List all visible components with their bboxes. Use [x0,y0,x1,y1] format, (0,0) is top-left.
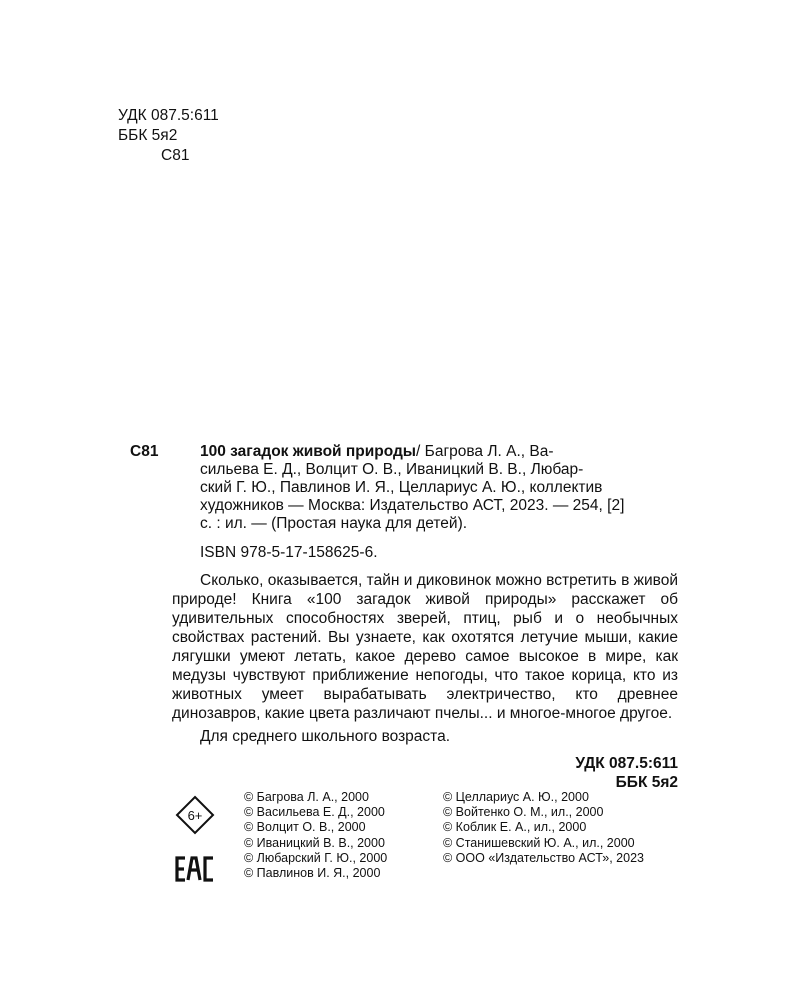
description-line-1-rest: / Багрова Л. А., Ва- [416,443,554,460]
copyright-line: © Любарский Г. Ю., 2000 [244,850,388,865]
age-rating-text: 6+ [187,808,203,823]
copyright-line: © Станишевский Ю. А., ил., 2000 [443,835,635,850]
copyright-line: © ООО «Издательство АСТ», 2023 [443,850,644,865]
marks-column [172,795,218,887]
eac-conformity-mark-icon [175,856,215,882]
footer-classification-codes [130,754,678,792]
copyright-line: © Иваницкий В. В., 2000 [244,835,385,850]
book-title: 100 загадок живой природы [200,443,417,460]
isbn: ISBN 978-5-17-158625-6. [200,544,378,561]
header-classification-codes [118,106,219,166]
audience-note: Для среднего школьного возраста. [200,728,451,745]
description-line-2: сильева Е. Д., Волцит О. В., Иваницкий В. В., Любар- [200,461,584,478]
copyrights-right-column [443,790,644,866]
entry-author-mark: С81 [130,443,159,460]
copyright-line: © Войтенко О. М., ил., 2000 [443,805,604,820]
copyrights-left-column [244,790,387,881]
copyright-line: © Павлинов И. Я., 2000 [244,866,381,881]
description-line-5: с. : ил. — (Простая наука для детей). [200,515,468,532]
copyright-line: © Волцит О. В., 2000 [244,820,366,835]
entry-description [200,443,678,533]
description-line-1 [200,443,678,461]
annotation: Сколько, оказывается, тайн и диковинок можно встретить в живой природе! Книга «100 загадок живой природы» расскажет об удивительных способностях зверей, птиц, рыб и о необычных свойствах растений. Вы узнаете, как охотятся летучие мыши, какие лягушки умеют летать, какое дерево самое высокое в мире, как медузы чувствуют приближение непогоды, что такое корица, кто из животных умеет вырабатывать электричество, кто древнее динозавров, какие цвета различают пчелы... и многое-многое другое. [172,572,678,722]
description-line-3: ский Г. Ю., Павлинов И. Я., Целлариус А. Ю., коллектив [200,479,603,496]
copyright-line: © Багрова Л. А., 2000 [244,790,369,804]
bibliographic-entry [130,443,678,792]
header-author-mark: С81 [161,147,190,164]
copyright-line: © Васильева Е. Д., 2000 [244,805,385,820]
footer-bbk-code: ББК 5я2 [615,774,678,791]
footer-udk-code: УДК 087.5:611 [575,755,678,772]
copyright-line: © Коблик Е. А., ил., 2000 [443,820,587,835]
header-bbk-code: ББК 5я2 [118,127,178,144]
description-line-4: художников — Москва: Издательство АСТ, 2023. — 254, [2] [200,497,625,514]
copyright-line: © Целлариус А. Ю., 2000 [443,790,589,804]
header-udk-code: УДК 087.5:611 [118,107,219,124]
age-rating-badge-icon [175,795,215,835]
